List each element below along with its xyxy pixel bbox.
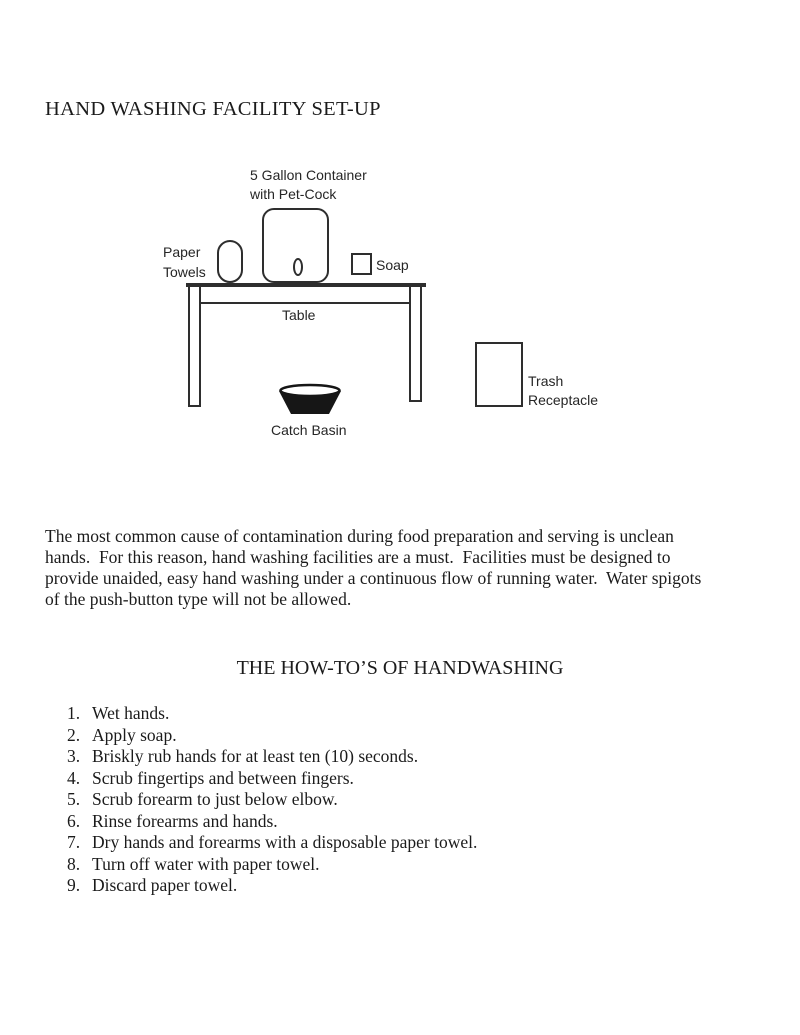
howto-step (67, 832, 477, 854)
step-text: Rinse forearms and hands. (92, 810, 278, 831)
table-leg-right (409, 285, 422, 402)
container-label-line1: 5 Gallon Container (250, 167, 367, 183)
paper-towel-roll-shape (217, 240, 243, 283)
howto-heading: THE HOW-TO’S OF HANDWASHING (236, 657, 564, 679)
paper-towels-label-line1: Paper (163, 244, 201, 260)
step-text: Scrub fingertips and between fingers. (92, 767, 354, 788)
howto-step (67, 768, 477, 790)
trash-receptacle-shape (475, 342, 523, 407)
trash-label-line2: Receptacle (528, 392, 599, 408)
table-label: Table (282, 307, 316, 323)
catch-basin-rim (281, 385, 340, 396)
step-number: 4. (67, 767, 81, 788)
step-number: 1. (67, 703, 81, 723)
step-number: 8. (67, 853, 81, 874)
paper-towels-label (163, 242, 206, 282)
container-label (250, 166, 367, 204)
intro-paragraph (45, 526, 701, 610)
table-leg-left (188, 285, 201, 407)
paragraph-line: provide unaided, easy hand washing under a continuous flow of running water. Water spigots (45, 568, 702, 588)
step-text: Wet hands. (92, 703, 170, 723)
soap-label: Soap (376, 257, 409, 273)
howto-step (67, 703, 477, 725)
container-label-line2: with Pet-Cock (250, 186, 337, 202)
paragraph-line: hands. For this reason, hand washing facilities are a must. Facilities must be designed to (45, 547, 671, 567)
step-number: 6. (67, 810, 81, 831)
howto-list (67, 703, 477, 897)
step-number: 3. (67, 746, 81, 766)
step-number: 7. (67, 832, 81, 852)
howto-step (67, 875, 477, 897)
howto-step (67, 789, 477, 811)
page-title: HAND WASHING FACILITY SET-UP (45, 98, 381, 120)
step-number: 9. (67, 875, 81, 895)
step-text: Briskly rub hands for at least ten (10) seconds. (92, 746, 419, 766)
step-number: 5. (67, 789, 81, 809)
howto-step (67, 746, 477, 768)
paragraph-line: of the push-button type will not be allowed. (45, 589, 352, 609)
paragraph-line: The most common cause of contamination during food preparation and serving is unclean (45, 526, 674, 546)
soap-shape (351, 253, 372, 275)
step-number: 2. (67, 724, 81, 745)
step-text: Dry hands and forearms with a disposable paper towel. (92, 832, 478, 852)
trash-label-line1: Trash (528, 373, 564, 389)
step-text: Scrub forearm to just below elbow. (92, 789, 338, 809)
catch-basin-label: Catch Basin (271, 422, 347, 438)
howto-step (67, 854, 477, 876)
step-text: Turn off water with paper towel. (92, 853, 320, 874)
petcock-shape (293, 258, 303, 276)
paper-towels-label-line2: Towels (163, 264, 206, 280)
catch-basin-shape (277, 383, 343, 416)
howto-step (67, 725, 477, 747)
step-text: Apply soap. (92, 724, 177, 745)
table-apron-shape (199, 285, 411, 304)
howto-step (67, 811, 477, 833)
step-text: Discard paper towel. (92, 875, 238, 895)
trash-label (528, 372, 598, 410)
